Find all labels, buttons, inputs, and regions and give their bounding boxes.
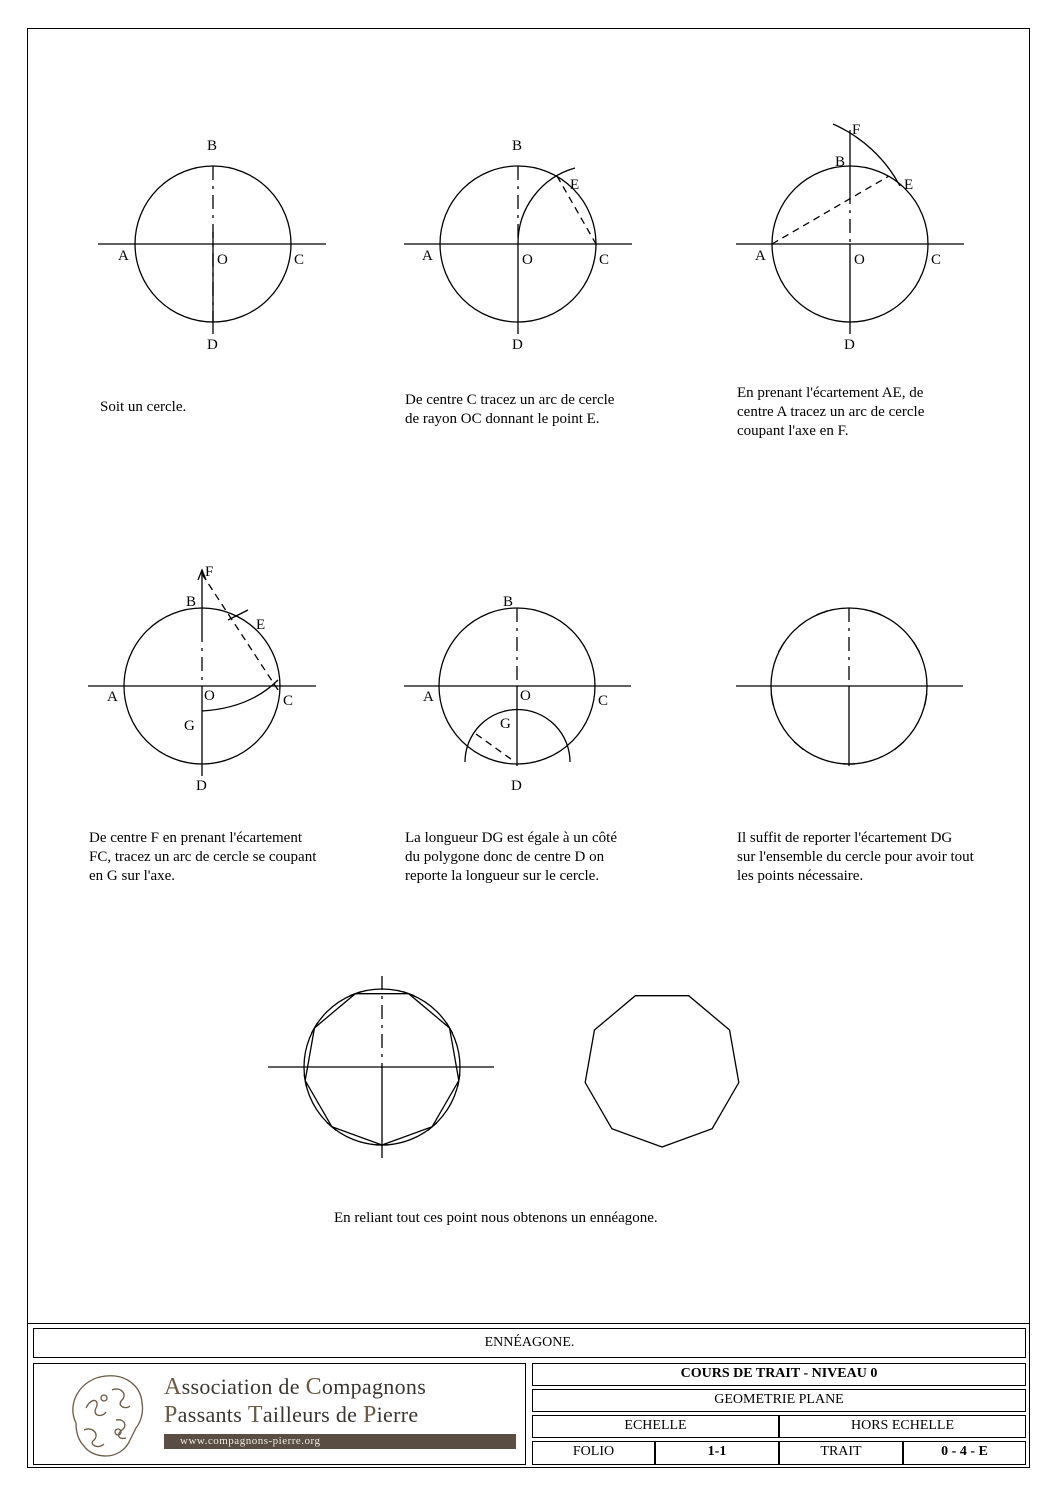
final-tick-2 — [327, 1123, 336, 1131]
fig6-caption: Il suffit de reporter l'écartement DG sur l'ensemble du cercle pour avoir tout les points nécessaire. — [737, 830, 974, 884]
fig6-tick-4 — [778, 642, 784, 652]
figure-6-report-marks — [736, 608, 963, 766]
fig6-tick-5 — [817, 611, 828, 615]
fig4-label-F: F — [205, 564, 214, 580]
fig2-label-O: O — [522, 252, 533, 268]
fig3-label-O: O — [854, 252, 865, 268]
title-block-separator — [27, 1323, 1030, 1324]
final-caption: En reliant tout ces point nous obtenons un ennéagone. — [334, 1210, 658, 1226]
trait-label: TRAIT — [779, 1441, 903, 1465]
fig5-dashed-DG — [476, 734, 515, 762]
fig1-label-B: B — [207, 138, 218, 154]
association-name-line2: Passants Tailleurs de Pierre — [164, 1402, 419, 1428]
figure-5-arc-from-D — [404, 608, 631, 766]
fig2-label-E: E — [570, 177, 580, 193]
final-construction — [268, 976, 494, 1158]
fig4-dashed-FC — [202, 574, 278, 690]
figure-4-arc-from-F — [88, 570, 316, 776]
fig4-label-O: O — [204, 688, 215, 704]
fig3-label-D: D — [844, 337, 855, 353]
fig1-caption: Soit un cercle. — [100, 399, 187, 415]
fig1-label-O: O — [217, 252, 228, 268]
folio-label: FOLIO — [532, 1441, 655, 1465]
association-logo-block — [33, 1363, 526, 1465]
fig5-label-D: D — [511, 778, 522, 794]
final-tick-9 — [428, 1123, 437, 1131]
fig6-tick-7 — [914, 642, 920, 652]
fig6-tick-2 — [794, 742, 803, 750]
trait-value: 0 - 4 - E — [903, 1441, 1026, 1465]
fig2-label-B: B — [512, 138, 523, 154]
fig2-label-C: C — [599, 252, 610, 268]
scale-label: ECHELLE — [532, 1415, 779, 1438]
website-link[interactable]: www.compagnons-pierre.org — [164, 1434, 516, 1449]
fig2-caption: De centre C tracez un arc de cercle de rayon OC donnant le point E. — [405, 392, 615, 427]
figure-2-arc-from-C — [404, 166, 632, 334]
fig3-dashed-AE — [772, 176, 889, 244]
scale-value: HORS ECHELLE — [779, 1415, 1026, 1438]
fig5-label-G: G — [500, 716, 511, 732]
subject: GEOMETRIE PLANE — [532, 1389, 1026, 1412]
fig2-arc-centre-C — [518, 168, 575, 244]
fig5-label-C: C — [598, 693, 609, 709]
fig4-caption: De centre F en prenant l'écartement FC, tracez un arc de cercle se coupant en G sur l'axe. — [89, 830, 317, 884]
fig1-label-C: C — [294, 252, 305, 268]
fig3-label-C: C — [931, 252, 942, 268]
enneagon-result — [585, 996, 739, 1147]
figure-3-arc-from-A — [736, 124, 964, 334]
fig1-label-A: A — [118, 248, 129, 264]
mason-head-logo-icon — [56, 1368, 156, 1463]
fig2-label-A: A — [422, 248, 433, 264]
fig5-label-A: A — [423, 689, 434, 705]
fig6-tick-9 — [895, 742, 904, 750]
fig4-label-A: A — [107, 689, 118, 705]
fig3-label-E: E — [904, 177, 914, 193]
fig4-label-B: B — [186, 594, 197, 610]
fig5-label-B: B — [503, 594, 514, 610]
fig4-label-D: D — [196, 778, 207, 794]
fig2-label-D: D — [512, 337, 523, 353]
fig3-caption: En prenant l'écartement AE, de centre A tracez un arc de cercle coupant l'axe en F. — [737, 385, 925, 439]
folio-value: 1-1 — [655, 1441, 779, 1465]
fig5-label-O: O — [520, 688, 531, 704]
fig4-label-G: G — [184, 718, 195, 734]
course-title: COURS DE TRAIT - NIVEAU 0 — [532, 1363, 1026, 1386]
fig1-label-D: D — [207, 337, 218, 353]
drawing-title: ENNÉAGONE. — [33, 1328, 1026, 1358]
fig4-label-E: E — [256, 617, 266, 633]
fig3-label-A: A — [755, 248, 766, 264]
fig6-tick-6 — [870, 611, 881, 615]
association-name-line1: Association de Compagnons — [164, 1374, 427, 1400]
figure-1-circle — [98, 166, 326, 334]
fig5-caption: La longueur DG est égale à un côté du polygone donc de centre D on reporte la longueur sur le cercle. — [405, 830, 617, 884]
fig3-label-B: B — [835, 154, 846, 170]
fig3-label-F: F — [852, 122, 861, 138]
fig4-label-C: C — [283, 693, 294, 709]
